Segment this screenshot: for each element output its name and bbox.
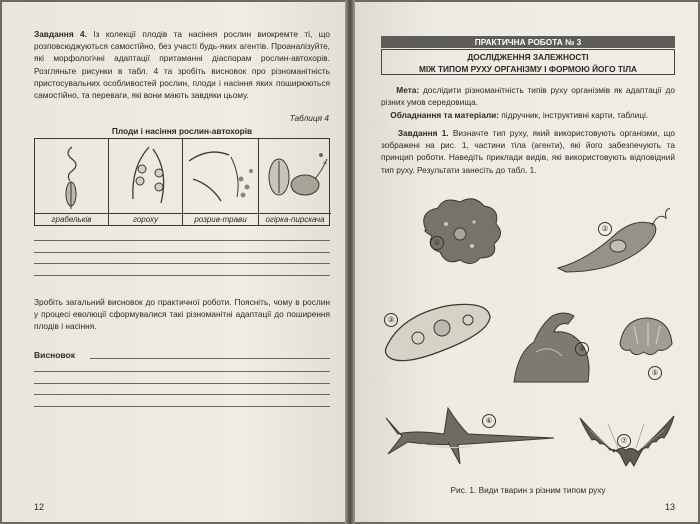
jellyfish-illustration: [614, 314, 676, 364]
practical-work-banner: ПРАКТИЧНА РОБОТА № 3: [381, 36, 675, 48]
table-image-cell: [183, 139, 259, 213]
conclusion-instructions: Зробіть загальний висновок до практичної роботи. Поясніть, чому в рослин у процесі еволюції сформувалися такі різноманітні адаптації до поширення плодів і насіння.: [34, 297, 330, 332]
squirting-cucumber-illustration: [259, 139, 331, 213]
page-number-right: 13: [665, 502, 676, 512]
table-image-cell: [259, 139, 331, 213]
title-line-1: ДОСЛІДЖЕННЯ ЗАЛЕЖНОСТІ: [467, 52, 589, 62]
animal-number-2: ②: [598, 222, 612, 236]
fruits-table: [34, 138, 330, 226]
practical-work-title: [381, 49, 675, 75]
table-image-cell: [109, 139, 183, 213]
task4-text: Із колекції плодів та насіння рослин виокремте ті, що розповсюджуються самостійно, без участі будь-яких агентів. Проаналізуйте, які морфологічні адаптації притаманні діаспорам рослин-автохорів. Розгляньте рисунки в табл. 4 та зробіть висновок про різноманітність пристосувальних особливостей рослин, плоди і насіння яких поширюються самостійно, та переваги, які вони мають завдяки цьому.: [34, 29, 330, 101]
conclusion-label: Висновок: [34, 350, 75, 360]
book-gutter: [345, 0, 355, 524]
goal-paragraph: [381, 84, 675, 108]
conclusion-first-line: [90, 358, 330, 370]
figure-caption: Рис. 1. Види тварин з різним типом руху: [450, 485, 606, 495]
animal-number-5: ⑤: [648, 366, 662, 380]
touch-me-not-illustration: [183, 139, 259, 213]
page-number-left: 12: [34, 502, 45, 512]
animal-number-4: ④: [575, 342, 589, 356]
table-title: Плоди і насіння рослин-автохорів: [111, 126, 253, 136]
animal-number-6: ⑥: [482, 414, 496, 428]
title-line-2: МІЖ ТИПОМ РУХУ ОРГАНІЗМУ І ФОРМОЮ ЙОГО ТІЛА: [418, 64, 638, 74]
answer-lines: [34, 240, 330, 286]
paramecium-illustration: [382, 298, 494, 368]
table-column-label: розрив-трави: [183, 213, 259, 226]
materials-paragraph: [381, 109, 675, 121]
cranesbill-fruit-illustration: [35, 139, 109, 213]
swordfish-illustration: [382, 404, 554, 472]
animal-number-7: ⑦: [617, 434, 631, 448]
materials-label: Обладнання та матеріали:: [390, 110, 499, 120]
table-caption: Таблиця 4: [289, 113, 329, 123]
materials-text: підручник, інструктивні карти, таблиці.: [501, 110, 649, 120]
conclusion-lines: [34, 371, 330, 417]
animal-number-1: ①: [430, 236, 444, 250]
amoeba-illustration: [412, 196, 504, 272]
goal-label: Мета:: [396, 85, 420, 95]
table-column-label: огірка-пирскача: [259, 213, 331, 226]
table-column-label: гороху: [109, 213, 183, 226]
euglena-illustration: [552, 208, 672, 278]
table-image-cell: [35, 139, 109, 213]
task4-label: Завдання 4.: [34, 29, 87, 39]
task1-label: Завдання 1.: [397, 128, 449, 138]
animal-number-3: ③: [384, 313, 398, 327]
task1-text: Визначте тип руху, який використовують організми, що зображені на рис. 1, частини тіла (агенти), які його забезпечують та принцип роботи. Наведіть приклади видів, які використовують відповідний тип руху. Результати занесіть до табл. 1.: [381, 128, 676, 175]
table-column-label: грабельків: [35, 213, 109, 226]
task4-paragraph: [34, 28, 330, 101]
pea-pod-illustration: [109, 139, 183, 213]
goal-text: дослідити різноманітність типів руху організмів як адаптації до різних умов середовища.: [381, 85, 675, 108]
task1-paragraph: [381, 127, 675, 176]
